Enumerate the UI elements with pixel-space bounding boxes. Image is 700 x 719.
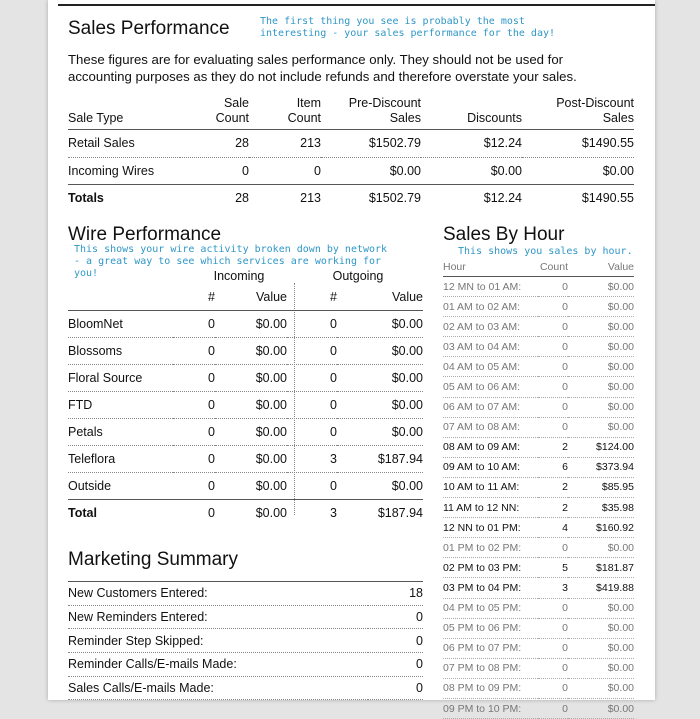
in-value: $0.00: [215, 365, 287, 392]
hour-label: 04 AM to 05 AM:: [443, 357, 538, 377]
hour-value: $0.00: [568, 377, 634, 397]
marketing-row: [68, 676, 423, 700]
wire-row: [68, 419, 423, 446]
pre-discount: $0.00: [321, 157, 421, 185]
post-discount: $1490.55: [522, 130, 634, 158]
post-discount: $1490.55: [581, 191, 634, 206]
item-count: 213: [300, 191, 321, 206]
in-count: 0: [173, 473, 215, 500]
table-row: [68, 130, 634, 158]
wire-row: [68, 392, 423, 419]
hour-row: [443, 698, 634, 718]
hour-label: 07 AM to 08 AM:: [443, 417, 538, 437]
hour-value: $0.00: [568, 638, 634, 658]
marketing-value: 18: [368, 582, 423, 606]
hour-value: $0.00: [568, 618, 634, 638]
hour-row: [443, 518, 634, 538]
out-count: 0: [287, 338, 337, 365]
hour-row: [443, 337, 634, 357]
in-count: 0: [173, 419, 215, 446]
totals-row: [68, 185, 634, 212]
wire-performance-title: Wire Performance: [68, 224, 222, 245]
wire-row: [68, 365, 423, 392]
wire-header-row: [68, 284, 423, 311]
report-page: [48, 0, 655, 715]
wire-total-row: [68, 500, 423, 527]
sale-count: 28: [180, 130, 249, 158]
in-count: 0: [208, 506, 215, 520]
hour-value: $0.00: [568, 397, 634, 417]
hour-count: 2: [538, 498, 568, 518]
hour-count: 4: [538, 518, 568, 538]
hour-count: 0: [538, 678, 568, 698]
discounts: $12.24: [483, 191, 522, 206]
network-name: BloomNet: [68, 311, 173, 338]
in-count: 0: [173, 446, 215, 473]
network-name: Teleflora: [68, 446, 173, 473]
out-count: 3: [287, 446, 337, 473]
marketing-label: New Customers Entered:: [68, 582, 368, 606]
wire-row: [68, 446, 423, 473]
hour-count: 0: [538, 357, 568, 377]
hour-label: 05 PM to 06 PM:: [443, 618, 538, 638]
hour-row: [443, 317, 634, 337]
marketing-label: Sales Calls/E-mails Made:: [68, 676, 368, 700]
outgoing-label: Outgoing: [332, 269, 384, 283]
wire-row: [68, 338, 423, 365]
marketing-label: New Reminders Entered:: [68, 605, 368, 629]
out-value: $187.94: [337, 446, 423, 473]
hour-row: [443, 658, 634, 678]
count-header: Count: [538, 258, 568, 277]
in-count-header: #: [173, 284, 215, 311]
top-rule: [58, 4, 655, 6]
hour-label: 06 PM to 07 PM:: [443, 638, 538, 658]
sales-by-hour-table: [443, 258, 634, 719]
hour-count: 5: [538, 558, 568, 578]
hour-header: Hour: [443, 258, 538, 277]
out-value: $0.00: [337, 392, 423, 419]
out-value: $0.00: [337, 419, 423, 446]
marketing-value: 0: [368, 676, 423, 700]
hour-label: 02 AM to 03 AM:: [443, 317, 538, 337]
out-count: 0: [287, 392, 337, 419]
wire-row: [68, 311, 423, 338]
hour-count: 0: [538, 417, 568, 437]
hour-label: 04 PM to 05 PM:: [443, 598, 538, 618]
out-value: $0.00: [337, 473, 423, 500]
marketing-value: 0: [368, 605, 423, 629]
hour-label: 11 AM to 12 NN:: [443, 498, 538, 518]
pre-discount: $1502.79: [368, 191, 421, 206]
in-count: 0: [173, 311, 215, 338]
hour-rows: [443, 277, 634, 719]
hour-row: [443, 377, 634, 397]
table-row: [68, 157, 634, 185]
hour-value: $181.87: [568, 558, 634, 578]
hour-header-row: [443, 258, 634, 277]
hour-row: [443, 417, 634, 437]
hour-value: $0.00: [568, 698, 634, 718]
out-count-header: #: [287, 284, 337, 311]
wire-performance-table: [68, 284, 423, 526]
header-item-count: Item Count: [249, 96, 321, 130]
hour-label: 01 PM to 02 PM:: [443, 538, 538, 558]
hour-label: 09 PM to 10 PM:: [443, 698, 538, 718]
hour-value: $0.00: [568, 297, 634, 317]
in-value: $0.00: [215, 419, 287, 446]
network-name: Floral Source: [68, 365, 173, 392]
marketing-value: 0: [368, 629, 423, 653]
sales-by-hour-note: This shows you sales by hour.: [458, 246, 633, 257]
header-pre-discount: Pre-Discount Sales: [321, 96, 421, 130]
out-count: 0: [287, 365, 337, 392]
hour-label: 06 AM to 07 AM:: [443, 397, 538, 417]
out-value: $187.94: [377, 506, 423, 520]
marketing-row: [68, 582, 423, 606]
hour-row: [443, 397, 634, 417]
hour-row: [443, 297, 634, 317]
sale-type: Retail Sales: [68, 130, 180, 158]
value-header: Value: [568, 258, 634, 277]
hour-count: 0: [538, 297, 568, 317]
out-count: 0: [287, 473, 337, 500]
out-count: 0: [287, 311, 337, 338]
hour-label: 01 AM to 02 AM:: [443, 297, 538, 317]
hour-row: [443, 638, 634, 658]
hour-row: [443, 498, 634, 518]
network-name: Total: [68, 506, 97, 520]
hour-count: 2: [538, 477, 568, 497]
marketing-label: Reminder Calls/E-mails Made:: [68, 653, 368, 677]
table-header-row: [68, 96, 634, 130]
marketing-row: [68, 653, 423, 677]
header-post-discount: Post-Discount Sales: [522, 96, 634, 130]
marketing-value: 0: [368, 653, 423, 677]
marketing-row: [68, 605, 423, 629]
hour-row: [443, 477, 634, 497]
hour-value: $0.00: [568, 337, 634, 357]
hour-count: 0: [538, 638, 568, 658]
out-value: $0.00: [337, 365, 423, 392]
wire-performance-note: This shows your wire activity broken down by network - a great way to see which services are working for you!: [74, 244, 388, 279]
marketing-label: Reminder Step Skipped:: [68, 629, 368, 653]
sale-type: Totals: [68, 191, 104, 206]
sales-performance-description: These figures are for evaluating sales performance only. They should not be used for accounting purposes as they do not include refunds and therefore overstate your sales.: [68, 52, 577, 84]
out-count: 0: [287, 419, 337, 446]
header-sale-type: Sale Type: [68, 96, 180, 130]
hour-label: 03 PM to 04 PM:: [443, 578, 538, 598]
hour-label: 09 AM to 10 AM:: [443, 457, 538, 477]
hour-value: $0.00: [568, 598, 634, 618]
header-sale-count: Sale Count: [180, 96, 249, 130]
hour-value: $35.98: [568, 498, 634, 518]
marketing-summary-title: Marketing Summary: [68, 549, 238, 570]
network-name: Petals: [68, 419, 173, 446]
hour-count: 0: [538, 538, 568, 558]
hour-count: 0: [538, 377, 568, 397]
header-discounts: Discounts: [421, 96, 522, 130]
in-value: $0.00: [215, 311, 287, 338]
wire-row: [68, 473, 423, 500]
hour-row: [443, 598, 634, 618]
in-value: $0.00: [215, 392, 287, 419]
out-value-header: Value: [337, 284, 423, 311]
hour-label: 02 PM to 03 PM:: [443, 558, 538, 578]
hour-count: 2: [538, 437, 568, 457]
hour-value: $0.00: [568, 538, 634, 558]
hour-label: 12 NN to 01 PM:: [443, 518, 538, 538]
sales-by-hour-title: Sales By Hour: [443, 224, 565, 245]
sale-count: 28: [235, 191, 249, 206]
hour-count: 6: [538, 457, 568, 477]
in-count: 0: [173, 365, 215, 392]
hour-row: [443, 357, 634, 377]
hour-row: [443, 538, 634, 558]
hour-value: $85.95: [568, 477, 634, 497]
item-count: 0: [249, 157, 321, 185]
discounts: $12.24: [421, 130, 522, 158]
sales-performance-note: The first thing you see is probably the most interesting - your sales performance for the day!: [260, 16, 556, 39]
hour-row: [443, 277, 634, 297]
marketing-summary-table: [68, 581, 423, 700]
discounts: $0.00: [421, 157, 522, 185]
hour-label: 07 PM to 08 PM:: [443, 658, 538, 678]
hour-label: 10 AM to 11 AM:: [443, 477, 538, 497]
hour-value: $419.88: [568, 578, 634, 598]
hour-label: 08 AM to 09 AM:: [443, 437, 538, 457]
pre-discount: $1502.79: [321, 130, 421, 158]
hour-row: [443, 578, 634, 598]
hour-label: 03 AM to 04 AM:: [443, 337, 538, 357]
network-name: Outside: [68, 473, 173, 500]
in-count: 0: [173, 392, 215, 419]
hour-count: 0: [538, 598, 568, 618]
item-count: 213: [249, 130, 321, 158]
hour-value: $0.00: [568, 357, 634, 377]
hour-count: 0: [538, 397, 568, 417]
network-name: FTD: [68, 392, 173, 419]
in-value: $0.00: [215, 473, 287, 500]
hour-count: 0: [538, 658, 568, 678]
hour-count: 0: [538, 618, 568, 638]
hour-value: $373.94: [568, 457, 634, 477]
hour-value: $0.00: [568, 317, 634, 337]
out-count: 3: [330, 506, 337, 520]
sales-performance-title: Sales Performance: [68, 18, 230, 39]
sale-type: Incoming Wires: [68, 157, 180, 185]
hour-value: $160.92: [568, 518, 634, 538]
hour-row: [443, 558, 634, 578]
hour-value: $0.00: [568, 658, 634, 678]
out-value: $0.00: [337, 311, 423, 338]
hour-row: [443, 618, 634, 638]
hour-row: [443, 437, 634, 457]
hour-label: 05 AM to 06 AM:: [443, 377, 538, 397]
incoming-label: Incoming: [213, 269, 265, 283]
hour-row: [443, 457, 634, 477]
hour-value: $0.00: [568, 678, 634, 698]
hour-value: $124.00: [568, 437, 634, 457]
hour-label: 08 PM to 09 PM:: [443, 678, 538, 698]
in-count: 0: [173, 338, 215, 365]
post-discount: $0.00: [522, 157, 634, 185]
in-value: $0.00: [215, 338, 287, 365]
sales-performance-table: [68, 96, 634, 212]
hour-count: 0: [538, 317, 568, 337]
hour-count: 3: [538, 578, 568, 598]
hour-value: $0.00: [568, 277, 634, 297]
hour-label: 12 MN to 01 AM:: [443, 277, 538, 297]
network-name: Blossoms: [68, 338, 173, 365]
hour-row: [443, 678, 634, 698]
in-value: $0.00: [255, 506, 287, 520]
hour-count: 0: [538, 277, 568, 297]
out-value: $0.00: [337, 338, 423, 365]
hour-value: $0.00: [568, 417, 634, 437]
hour-count: 0: [538, 698, 568, 718]
sale-count: 0: [180, 157, 249, 185]
hour-count: 0: [538, 337, 568, 357]
marketing-row: [68, 629, 423, 653]
in-value: $0.00: [215, 446, 287, 473]
in-value-header: Value: [215, 284, 287, 311]
